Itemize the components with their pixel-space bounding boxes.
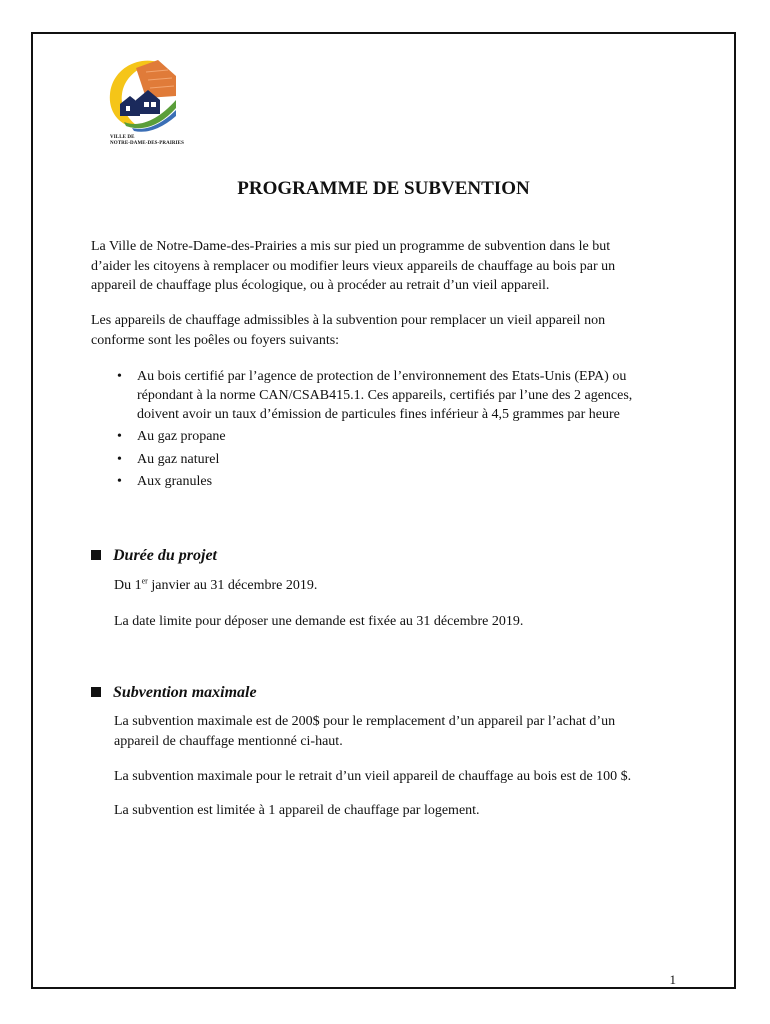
intro-paragraph xyxy=(91,237,681,296)
list-item-line: Au bois certifié par l’agence de protection de l’environnement des Etats-Unis (EPA) ou xyxy=(137,369,627,384)
list-item-line: Aux granules xyxy=(137,474,213,489)
bullet-icon: • xyxy=(117,429,122,444)
duration-dates-sup: er xyxy=(141,576,148,586)
document-page xyxy=(31,32,736,989)
list-item-line: répondant à la norme CAN/CSAB415.1. Ces appareils, certifiés par l’une des 2 agences, xyxy=(137,388,633,403)
logo-caption xyxy=(110,135,186,147)
subsidy-heading xyxy=(91,684,257,702)
logo-caption-line2: NOTRE-DAME-DES-PRAIRIES xyxy=(110,141,184,146)
city-logo xyxy=(106,58,186,154)
duration-heading-text: Durée du projet xyxy=(113,547,217,564)
square-bullet-icon xyxy=(91,550,101,560)
list-item xyxy=(107,427,677,446)
bullet-icon: • xyxy=(117,474,122,489)
subsidy-p1-line-2: appareil de chauffage mentionné ci-haut. xyxy=(114,733,343,749)
eligible-line-1: Les appareils de chauffage admissibles à la subvention pour remplacer un vieil appareil non xyxy=(91,313,606,328)
page-title: PROGRAMME DE SUBVENTION xyxy=(237,178,530,199)
list-item xyxy=(107,450,677,469)
eligible-appliance-list xyxy=(107,367,677,491)
duration-dates-prefix: Du 1 xyxy=(114,578,142,593)
duration-dates-suffix: janvier au 31 décembre 2019. xyxy=(147,578,318,593)
intro-line-3: appareil de chauffage plus écologique, ou à procéder au retrait d’un vieil appareil. xyxy=(91,278,550,293)
list-item xyxy=(107,472,677,491)
list-item-line: Au gaz naturel xyxy=(137,451,220,467)
list-item-line: doivent avoir un taux d’émission de particules fines inférieur à 4,5 grammes par heure xyxy=(137,407,620,422)
logo-caption-line1: VILLE DE xyxy=(110,135,135,140)
eligible-line-2: conforme sont les poêles ou foyers suivants: xyxy=(91,332,340,348)
subsidy-replacement-paragraph xyxy=(114,712,681,751)
duration-deadline: La date limite pour déposer une demande est fixée au 31 décembre 2019. xyxy=(114,614,524,629)
duration-heading xyxy=(91,547,217,565)
duration-dates xyxy=(114,576,674,596)
subsidy-heading-text: Subvention maximale xyxy=(113,684,257,701)
subsidy-p1-line-1: La subvention maximale est de 200$ pour le remplacement d’un appareil par l’achat d’un xyxy=(114,714,616,729)
list-item-line: Au gaz propane xyxy=(137,429,226,444)
eligible-paragraph xyxy=(91,311,681,350)
bullet-icon: • xyxy=(117,451,122,467)
intro-line-1: La Ville de Notre-Dame-des-Prairies a mis sur pied un programme de subvention dans le but xyxy=(91,239,611,254)
list-item xyxy=(107,367,677,424)
city-logo-emblem-icon xyxy=(106,58,178,134)
page-number: 1 xyxy=(669,972,676,987)
subsidy-limit-paragraph: La subvention est limitée à 1 appareil de chauffage par logement. xyxy=(114,803,480,818)
bullet-icon: • xyxy=(117,369,122,384)
subsidy-removal-paragraph: La subvention maximale pour le retrait d’un vieil appareil de chauffage au bois est de 100 $. xyxy=(114,769,632,784)
intro-line-2: d’aider les citoyens à remplacer ou modifier leurs vieux appareils de chauffage au bois par un xyxy=(91,258,616,274)
square-bullet-icon xyxy=(91,687,101,697)
